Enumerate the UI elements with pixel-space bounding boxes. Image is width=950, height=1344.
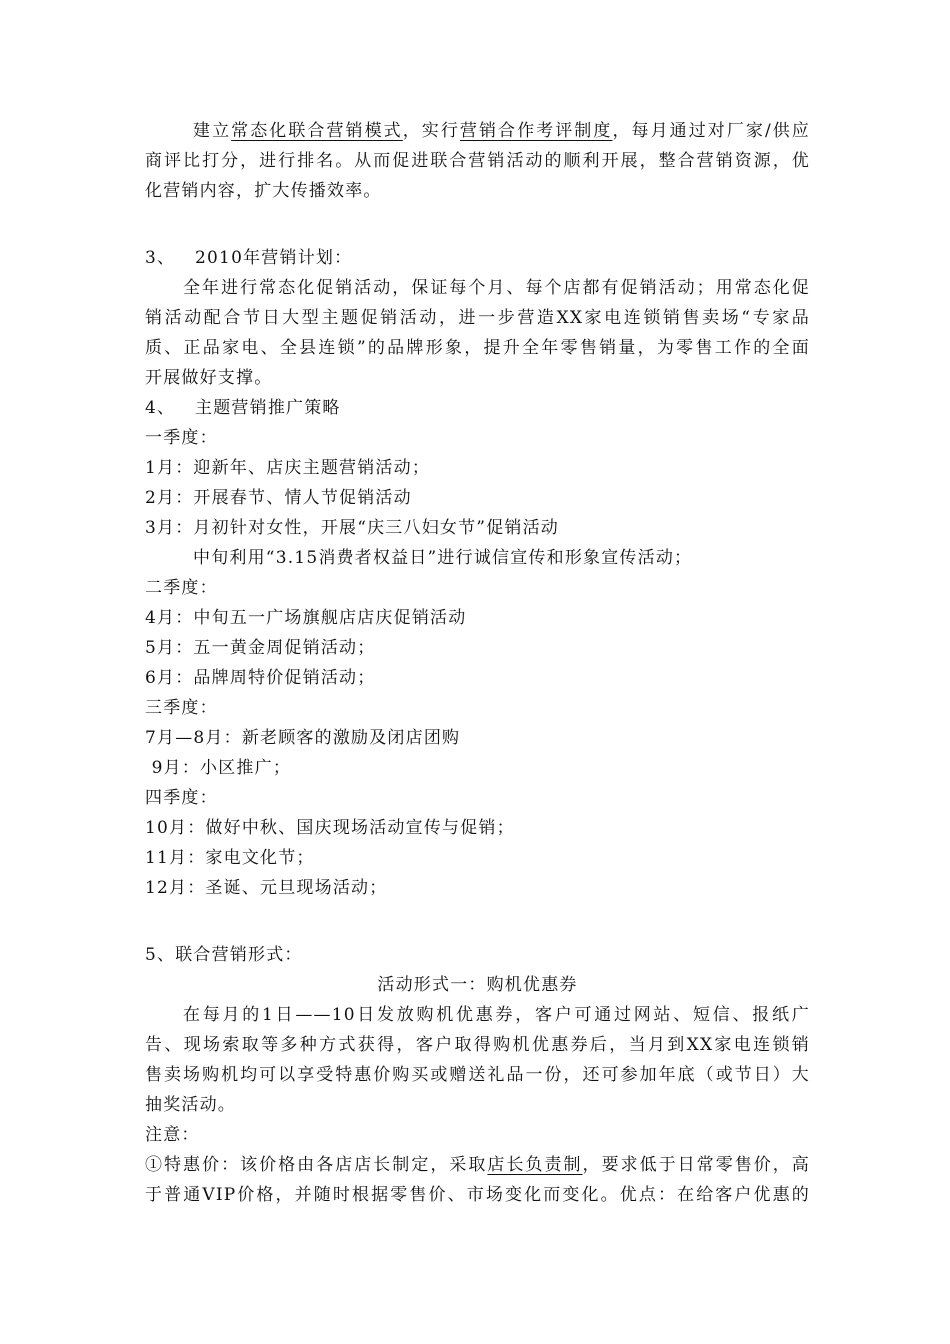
paragraph-line: 销活动配合节日大型主题促销活动，进一步营造XX家电连锁销售卖场“专家品	[145, 308, 810, 328]
list-item: 6月：品牌周特价促销活动；	[145, 668, 376, 688]
list-item: 7月—8月：新老顾客的激励及闭店团购	[145, 728, 461, 748]
list-item: 1月：迎新年、店庆主题营销活动；	[145, 458, 431, 478]
list-item: 二季度：	[145, 578, 218, 598]
list-item: 3月：月初针对女性，开展“庆三八妇女节”促销活动	[145, 518, 559, 538]
list-item: 2月：开展春节、情人节促销活动	[145, 488, 412, 508]
paragraph-line: 在每月的1日——10日发放购机优惠券，客户可通过网站、短信、报纸广	[183, 1005, 810, 1025]
paragraph-line: 全年进行常态化促销活动，保证每个月、每个店都有促销活动；用常态化促	[183, 278, 810, 298]
underlined-term: 店长负责制	[487, 1155, 583, 1175]
list-item: 四季度：	[145, 788, 218, 808]
list-item: 5月：五一黄金周促销活动；	[145, 638, 376, 658]
underlined-term: 营销合作考评制度	[459, 121, 613, 141]
paragraph-line: 化营销内容，扩大传播效率。	[145, 181, 382, 201]
paragraph-line: 于普通VIP价格，并随时根据零售价、市场变化而变化。优点：在给客户优惠的	[145, 1185, 810, 1205]
list-item: 中旬利用“3.15消费者权益日”进行诚信宣传和形象宣传活动；	[193, 548, 693, 568]
paragraph-line: 售卖场购机均可以享受特惠价购买或赠送礼品一份，还可参加年底（或节日）大	[145, 1065, 810, 1085]
underlined-term: 常态化联合营销模式	[231, 121, 403, 141]
section-heading: 4、 主题营销推广策略	[145, 398, 341, 418]
paragraph-line: 告、现场索取等多种方式获得，客户取得购机优惠券后，当月到XX家电连锁销	[145, 1035, 810, 1055]
list-item: 12月：圣诞、元旦现场活动；	[145, 878, 388, 898]
note-label: 注意：	[145, 1125, 200, 1145]
paragraph-line: 建立常态化联合营销模式，实行营销合作考评制度，每月通过对厂家/供应	[193, 121, 810, 141]
list-item: 11月：家电文化节；	[145, 848, 315, 868]
paragraph-line: 开展做好支撑。	[145, 368, 273, 388]
paragraph-line: 抽奖活动。	[145, 1095, 236, 1115]
list-item: 一季度：	[145, 428, 218, 448]
list-item: 4月：中旬五一广场旗舰店店庆促销活动	[145, 608, 467, 628]
section-heading: 5、联合营销形式：	[145, 945, 303, 965]
section-heading: 3、 2010年营销计划：	[145, 248, 353, 268]
subsection-title: 活动形式一：购机优惠券	[377, 975, 578, 995]
list-item: 9月：小区推广；	[145, 758, 292, 778]
list-item: 三季度：	[145, 698, 218, 718]
list-item: 10月：做好中秋、国庆现场活动宣传与促销；	[145, 818, 515, 838]
paragraph-line: 商评比打分，进行排名。从而促进联合营销活动的顺利开展，整合营销资源，优	[145, 151, 810, 171]
paragraph-line: 质、正品家电、全县连锁”的品牌形象，提升全年零售销量，为零售工作的全面	[145, 338, 810, 358]
paragraph-line: ①特惠价：该价格由各店店长制定，采取店长负责制，要求低于日常零售价，高	[145, 1155, 811, 1175]
